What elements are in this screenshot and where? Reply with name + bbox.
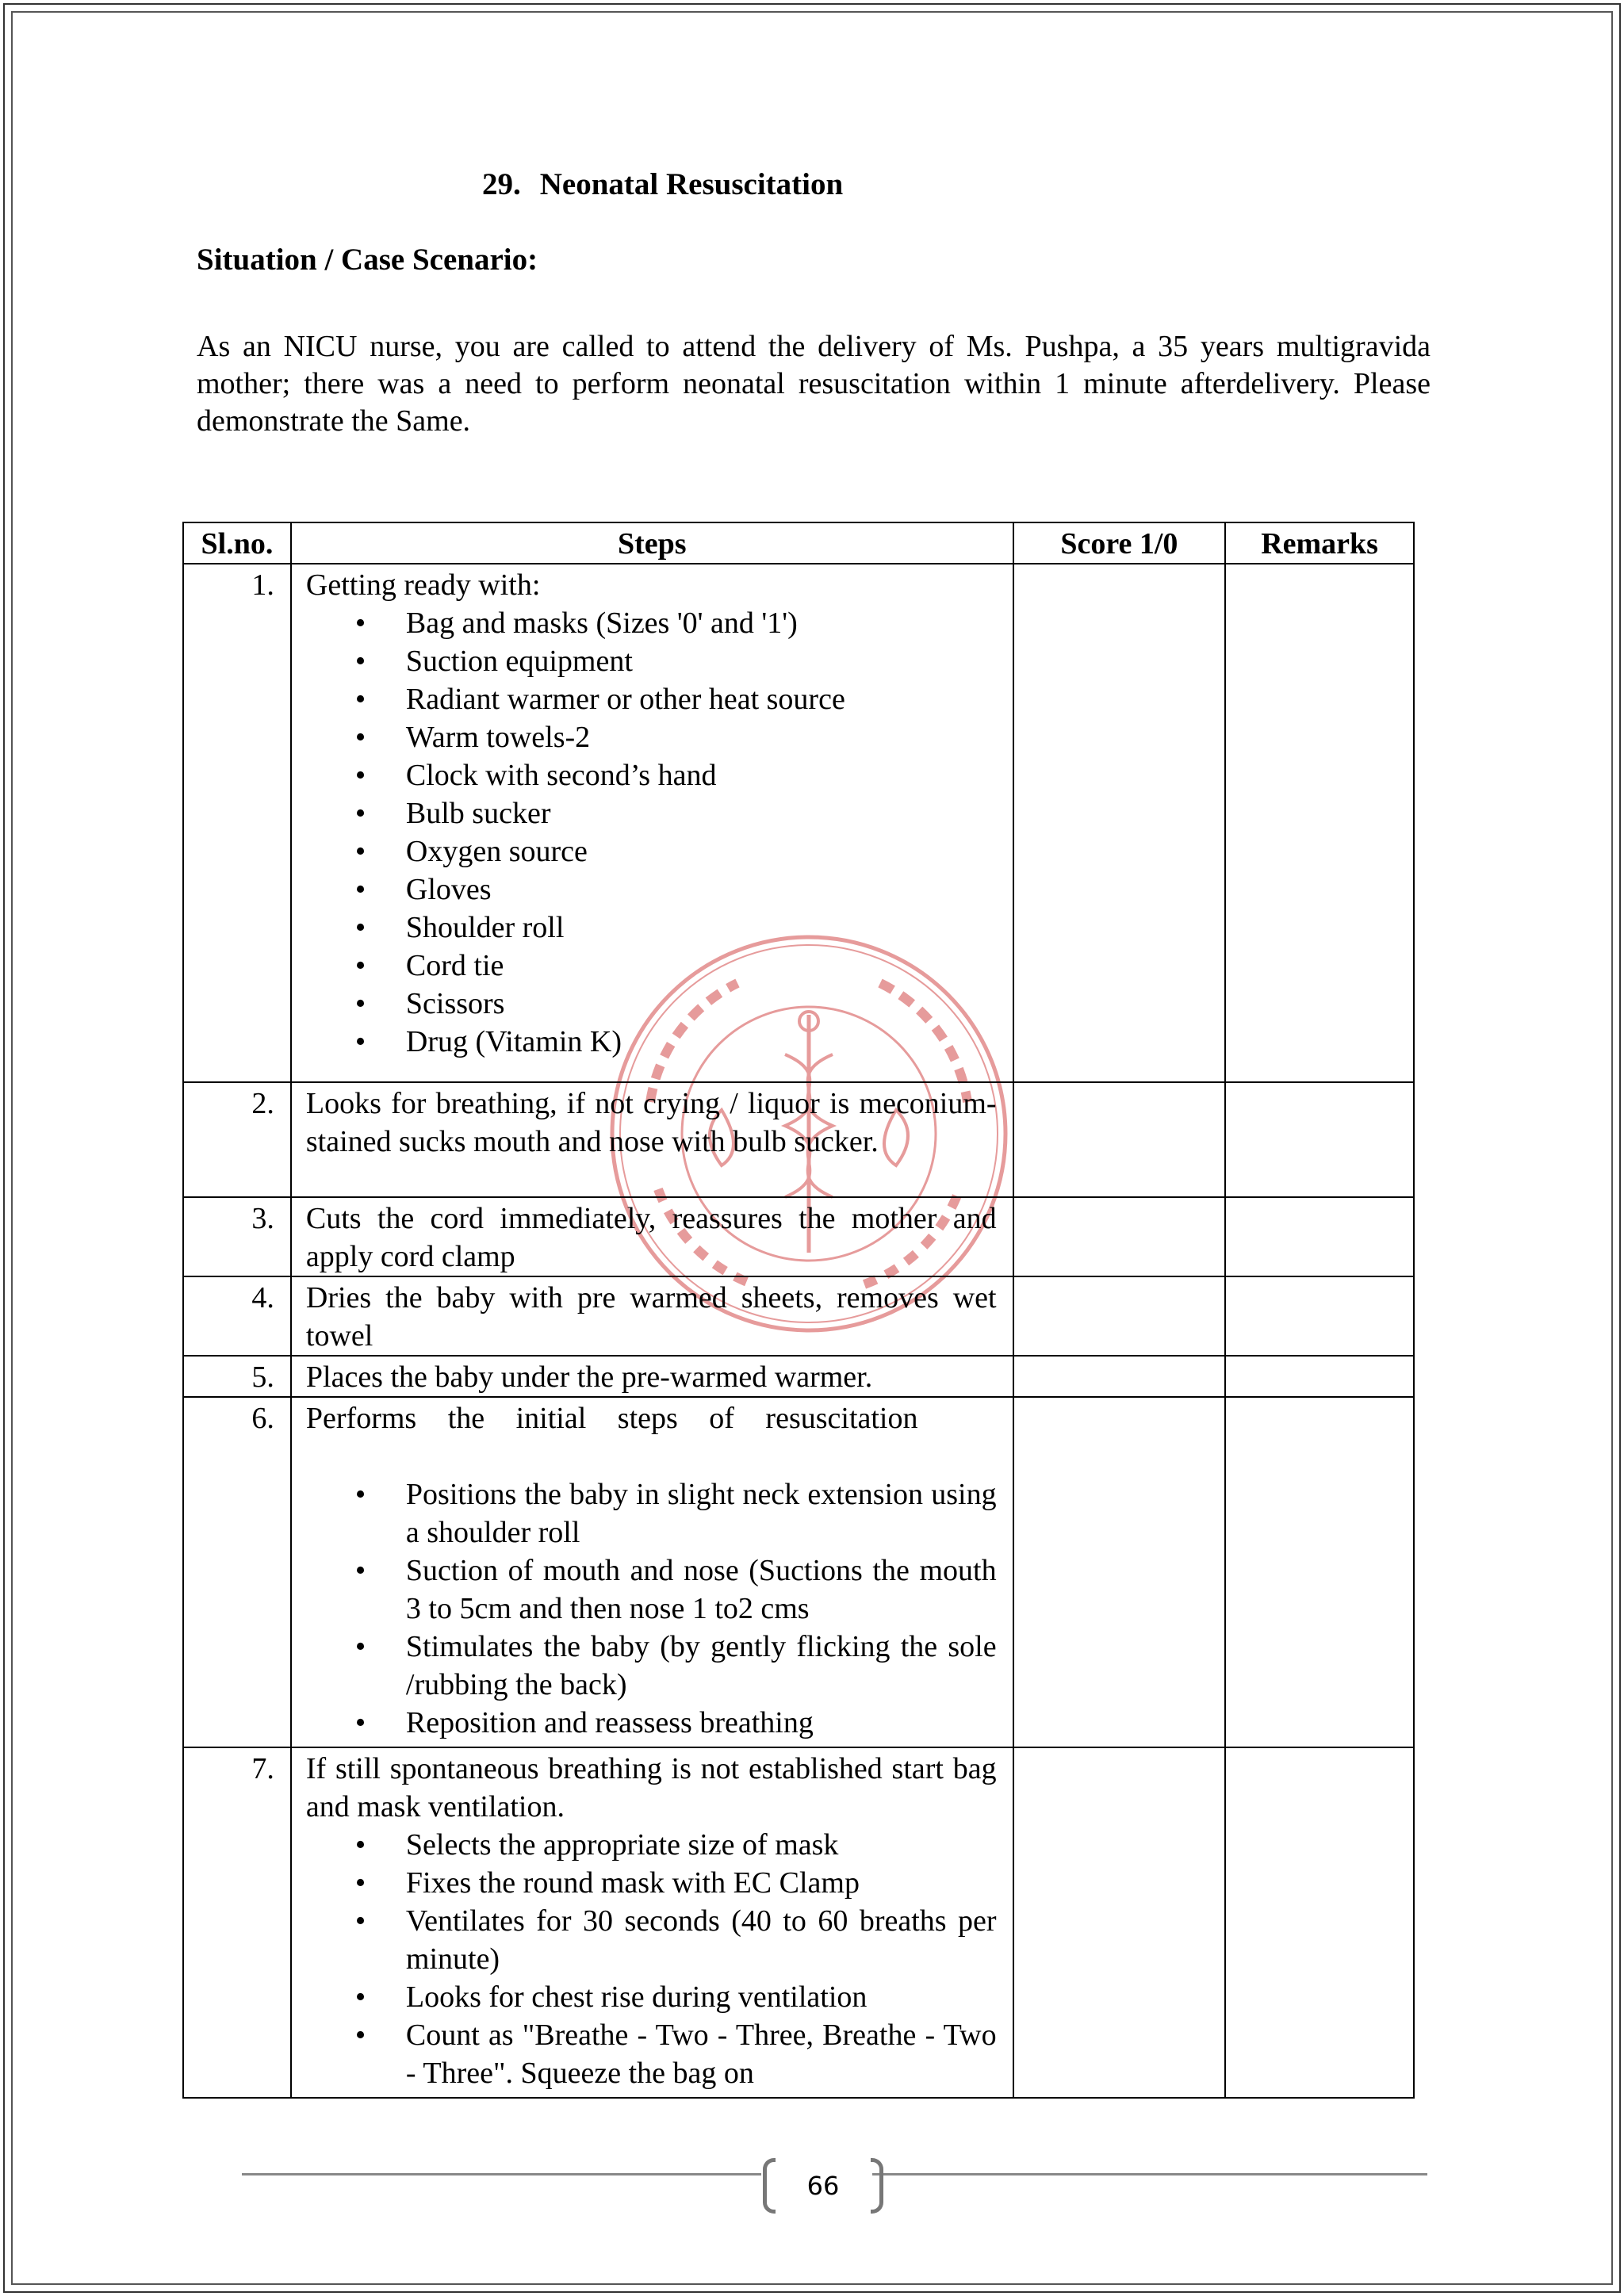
score-cell[interactable] xyxy=(1013,1397,1226,1747)
step-cell xyxy=(291,1397,1013,1747)
score-cell[interactable] xyxy=(1013,1082,1226,1197)
list-item: • Oxygen source xyxy=(306,832,997,871)
section-title xyxy=(482,166,843,202)
table-row xyxy=(183,1197,1414,1276)
list-item: • Suction equipment xyxy=(306,642,997,680)
score-cell[interactable] xyxy=(1013,1356,1226,1397)
step-cell xyxy=(291,564,1013,1082)
list-item: • Gloves xyxy=(306,871,997,909)
table-row xyxy=(183,1747,1414,2098)
step-text: Places the baby under the pre-warmed warmer. xyxy=(305,1360,873,1394)
row-number: 7. xyxy=(183,1747,291,2098)
header-remarks: Remarks xyxy=(1225,522,1414,564)
list-item: • Fixes the round mask with EC Clamp xyxy=(306,1864,997,1902)
list-item: • Looks for chest rise during ventilation xyxy=(306,1978,997,2016)
step-cell xyxy=(291,1276,1013,1356)
list-item: • Count as "Breathe - Two - Three, Breathe - Two - Three". Squeeze the bag on xyxy=(306,2016,997,2092)
list-item: • Stimulates the baby (by gently flicking the sole /rubbing the back) xyxy=(306,1628,997,1704)
score-cell[interactable] xyxy=(1013,1197,1226,1276)
remarks-cell[interactable] xyxy=(1225,564,1414,1082)
step-cell xyxy=(291,1197,1013,1276)
step-cell xyxy=(291,1747,1013,2098)
header-score: Score 1/0 xyxy=(1013,522,1226,564)
remarks-cell[interactable] xyxy=(1225,1397,1414,1747)
list-item: • Clock with second’s hand xyxy=(306,756,997,794)
list-item: • Warm towels-2 xyxy=(306,718,997,756)
step-bullets xyxy=(306,1826,997,2092)
header-steps: Steps xyxy=(291,522,1013,564)
step-text: Performs the initial steps of resuscitation xyxy=(305,1402,918,1435)
table-row xyxy=(183,564,1414,1082)
row-number: 5. xyxy=(183,1356,291,1397)
step-text: Dries the baby with pre warmed sheets, removes wet towel xyxy=(305,1281,997,1353)
table-row xyxy=(183,1082,1414,1197)
table-row xyxy=(183,1356,1414,1397)
table-row xyxy=(183,1276,1414,1356)
step-text: Cuts the cord immediately, reassures the mother and apply cord clamp xyxy=(305,1202,997,1273)
list-item: • Cord tie xyxy=(306,947,997,985)
section-number: 29. xyxy=(482,167,521,201)
step-cell xyxy=(291,1082,1013,1197)
score-cell[interactable] xyxy=(1013,1747,1226,2098)
row-number: 2. xyxy=(183,1082,291,1197)
step-cell xyxy=(291,1356,1013,1397)
row-number: 6. xyxy=(183,1397,291,1747)
footer-rule-right xyxy=(872,2173,1427,2175)
step-text: Getting ready with: xyxy=(305,568,541,602)
list-item: • Reposition and reassess breathing xyxy=(306,1704,997,1742)
list-item: • Bag and masks (Sizes '0' and '1') xyxy=(306,604,997,642)
row-number: 1. xyxy=(183,564,291,1082)
spacer xyxy=(306,1437,997,1475)
table-header-row xyxy=(183,522,1414,564)
step-bullets xyxy=(306,604,997,1061)
page-number-bracket-left xyxy=(763,2158,776,2214)
footer-rule-left xyxy=(242,2173,761,2175)
scenario-text: As an NICU nurse, you are called to attend the delivery of Ms. Pushpa, a 35 years multigravida mother; there was a need to perform neonatal resuscitation within 1 minute afterdelivery. Please demonstrate the Same. xyxy=(197,330,1431,438)
remarks-cell[interactable] xyxy=(1225,1082,1414,1197)
list-item: • Scissors xyxy=(306,985,997,1023)
checklist-table xyxy=(182,522,1415,2099)
list-item: • Ventilates for 30 seconds (40 to 60 breaths per minute) xyxy=(306,1902,997,1978)
remarks-cell[interactable] xyxy=(1225,1276,1414,1356)
list-item: • Radiant warmer or other heat source xyxy=(306,680,997,718)
row-number: 3. xyxy=(183,1197,291,1276)
step-text: Looks for breathing, if not crying / liquor is meconium-stained sucks mouth and nose with bulb sucker. xyxy=(305,1087,997,1158)
score-cell[interactable] xyxy=(1013,1276,1226,1356)
list-item: • Shoulder roll xyxy=(306,909,997,947)
table-row xyxy=(183,1397,1414,1747)
list-item: • Drug (Vitamin K) xyxy=(306,1023,997,1061)
list-item: • Bulb sucker xyxy=(306,794,997,832)
list-item: • Selects the appropriate size of mask xyxy=(306,1826,997,1864)
list-item: • Positions the baby in slight neck extension using a shoulder roll xyxy=(306,1475,997,1552)
scenario-heading: Situation / Case Scenario: xyxy=(197,243,538,277)
list-item: • Suction of mouth and nose (Suctions the mouth 3 to 5cm and then nose 1 to2 cms xyxy=(306,1552,997,1628)
page-number-bracket-right xyxy=(871,2158,883,2214)
score-cell[interactable] xyxy=(1013,564,1226,1082)
header-slno: Sl.no. xyxy=(183,522,291,564)
step-text: If still spontaneous breathing is not established start bag and mask ventilation. xyxy=(305,1752,997,1823)
page-number: 66 xyxy=(806,2171,840,2201)
remarks-cell[interactable] xyxy=(1225,1356,1414,1397)
section-title-text: Neonatal Resuscitation xyxy=(539,167,844,201)
remarks-cell[interactable] xyxy=(1225,1747,1414,2098)
row-number: 4. xyxy=(183,1276,291,1356)
remarks-cell[interactable] xyxy=(1225,1197,1414,1276)
step-bullets xyxy=(306,1475,997,1742)
